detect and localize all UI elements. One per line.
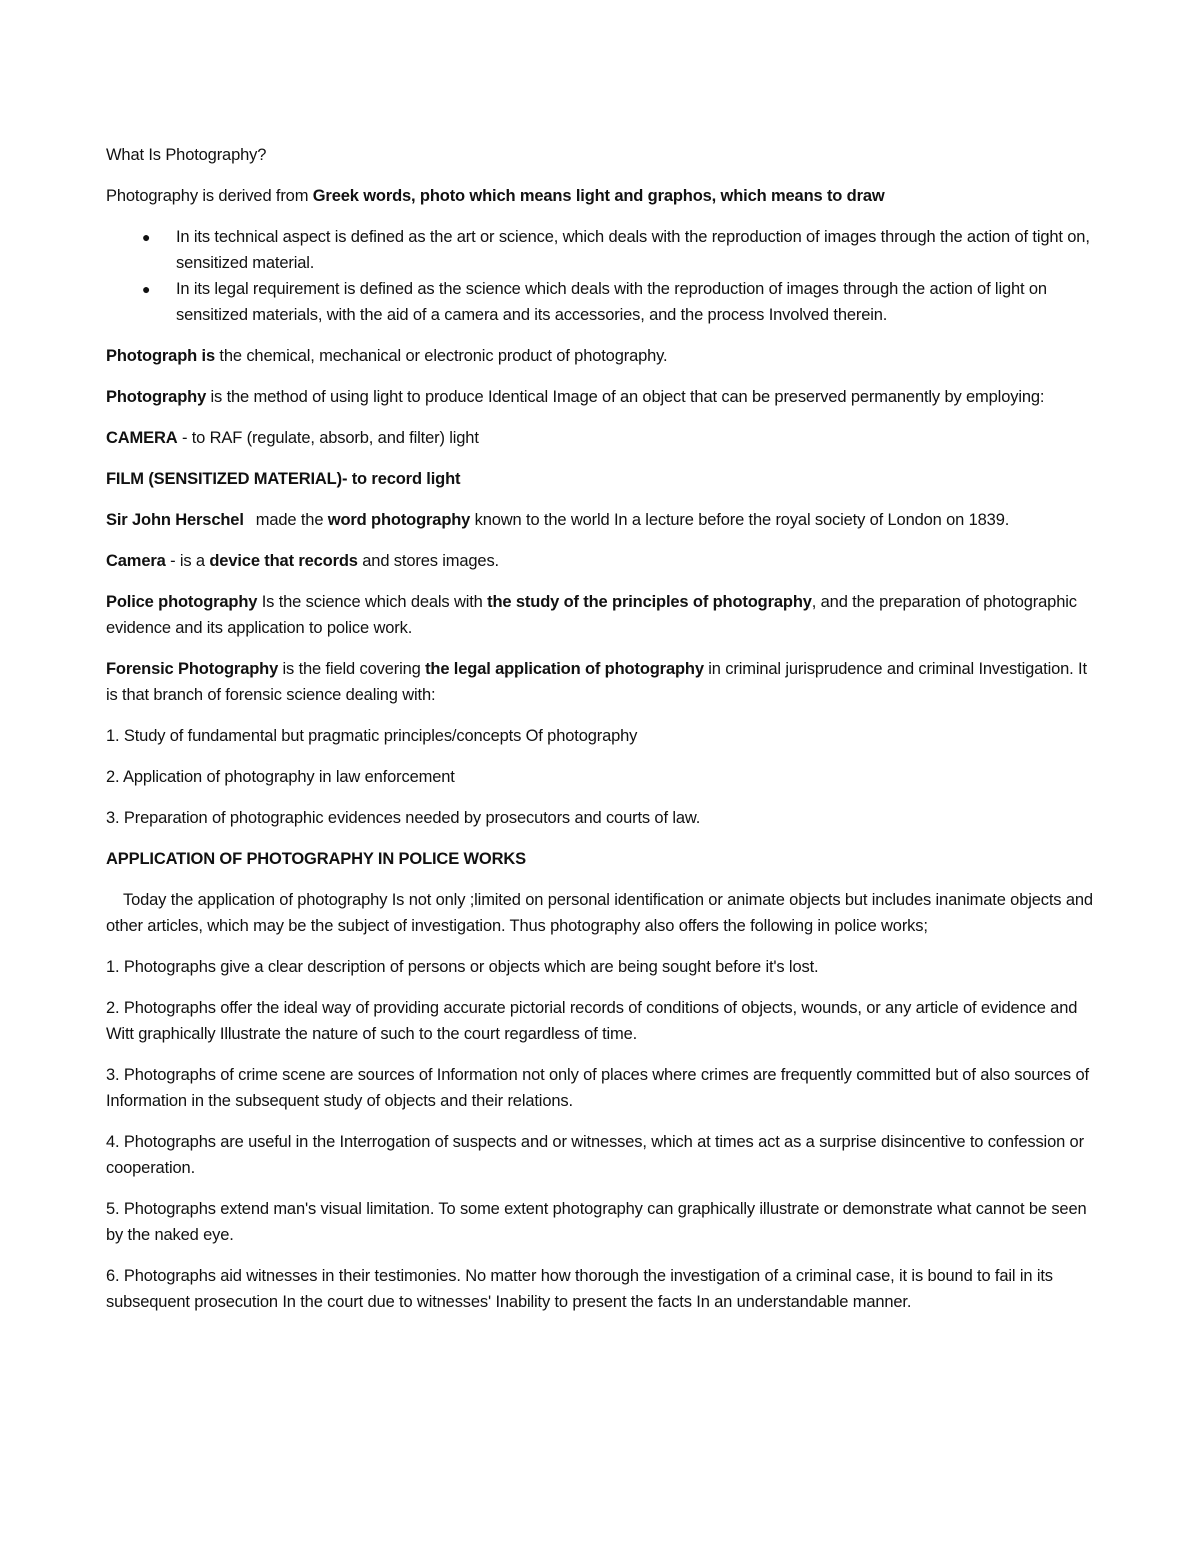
application-list-item: 1. Photographs give a clear description of persons or objects which are being sought before it's lost. [106, 958, 819, 976]
bullet-dot-icon: ● [142, 281, 151, 297]
herschel-paragraph: Sir John Herschel made the word photography known to the world In a lecture before the royal society of London on 1839. [106, 511, 1010, 529]
definition-bullet-list [106, 224, 1096, 328]
document-title: What Is Photography? [106, 146, 267, 164]
bullet-item-technical: ● In its technical aspect is defined as the art or science, which deals with the reproduction of images through the action of tight on, sensitized material. [106, 224, 1096, 276]
forensic-list-item: 3. Preparation of photographic evidences needed by prosecutors and courts of law. [106, 809, 701, 827]
forensic-photography-definition: Forensic Photography is the field covering the legal application of photography in criminal jurisprudence and criminal Investigation. It is that branch of forensic science dealing with: [106, 660, 1087, 704]
application-heading: APPLICATION OF PHOTOGRAPHY IN POLICE WORKS [106, 850, 526, 868]
photograph-definition: Photograph is the chemical, mechanical or electronic product of photography. [106, 347, 668, 365]
application-list-item: 2. Photographs offer the ideal way of providing accurate pictorial records of conditions of objects, wounds, or any article of evidence and Witt graphically Illustrate the nature of such to the court regardless of time. [106, 999, 1078, 1043]
intro-paragraph: Photography is derived from Greek words, photo which means light and graphos, which means to draw [106, 187, 885, 205]
application-intro: Today the application of photography Is not only ;limited on personal identification or animate objects but includes inanimate objects and other articles, which may be the subject of investigation. Thus photography also offers the following in police works; [106, 891, 1093, 935]
bullet-item-legal: ● In its legal requirement is defined as the science which deals with the reproduction of images through the action of light on sensitized materials, with the aid of a camera and its accessories, and the process Involved therein. [106, 276, 1096, 328]
application-list-item: 5. Photographs extend man's visual limitation. To some extent photography can graphically illustrate or demonstrate what cannot be seen by the naked eye. [106, 1200, 1087, 1244]
film-line: FILM (SENSITIZED MATERIAL)- to record light [106, 470, 461, 488]
bullet-dot-icon: ● [142, 229, 151, 245]
application-list-item: 6. Photographs aid witnesses in their testimonies. No matter how thorough the investigation of a criminal case, it is bound to fail in its subsequent prosecution In the court due to witnesses' Inability to present the facts In an understandable manner. [106, 1267, 1053, 1311]
camera-definition: Camera - is a device that records and stores images. [106, 552, 499, 570]
camera-line: CAMERA - to RAF (regulate, absorb, and filter) light [106, 429, 479, 447]
forensic-list-item: 1. Study of fundamental but pragmatic principles/concepts Of photography [106, 727, 638, 745]
photography-definition: Photography is the method of using light to produce Identical Image of an object that can be preserved permanently by employing: [106, 388, 1045, 406]
application-list-item: 3. Photographs of crime scene are sources of Information not only of places where crimes are frequently committed but of also sources of Information in the subsequent study of objects and their relations. [106, 1066, 1089, 1110]
forensic-list-item: 2. Application of photography in law enforcement [106, 768, 455, 786]
police-photography-definition: Police photography Is the science which deals with the study of the principles of photography, and the preparation of photographic evidence and its application to police work. [106, 593, 1077, 637]
application-list-item: 4. Photographs are useful in the Interrogation of suspects and or witnesses, which at times act as a surprise disincentive to confession or cooperation. [106, 1133, 1084, 1177]
document-body [106, 142, 1096, 1330]
